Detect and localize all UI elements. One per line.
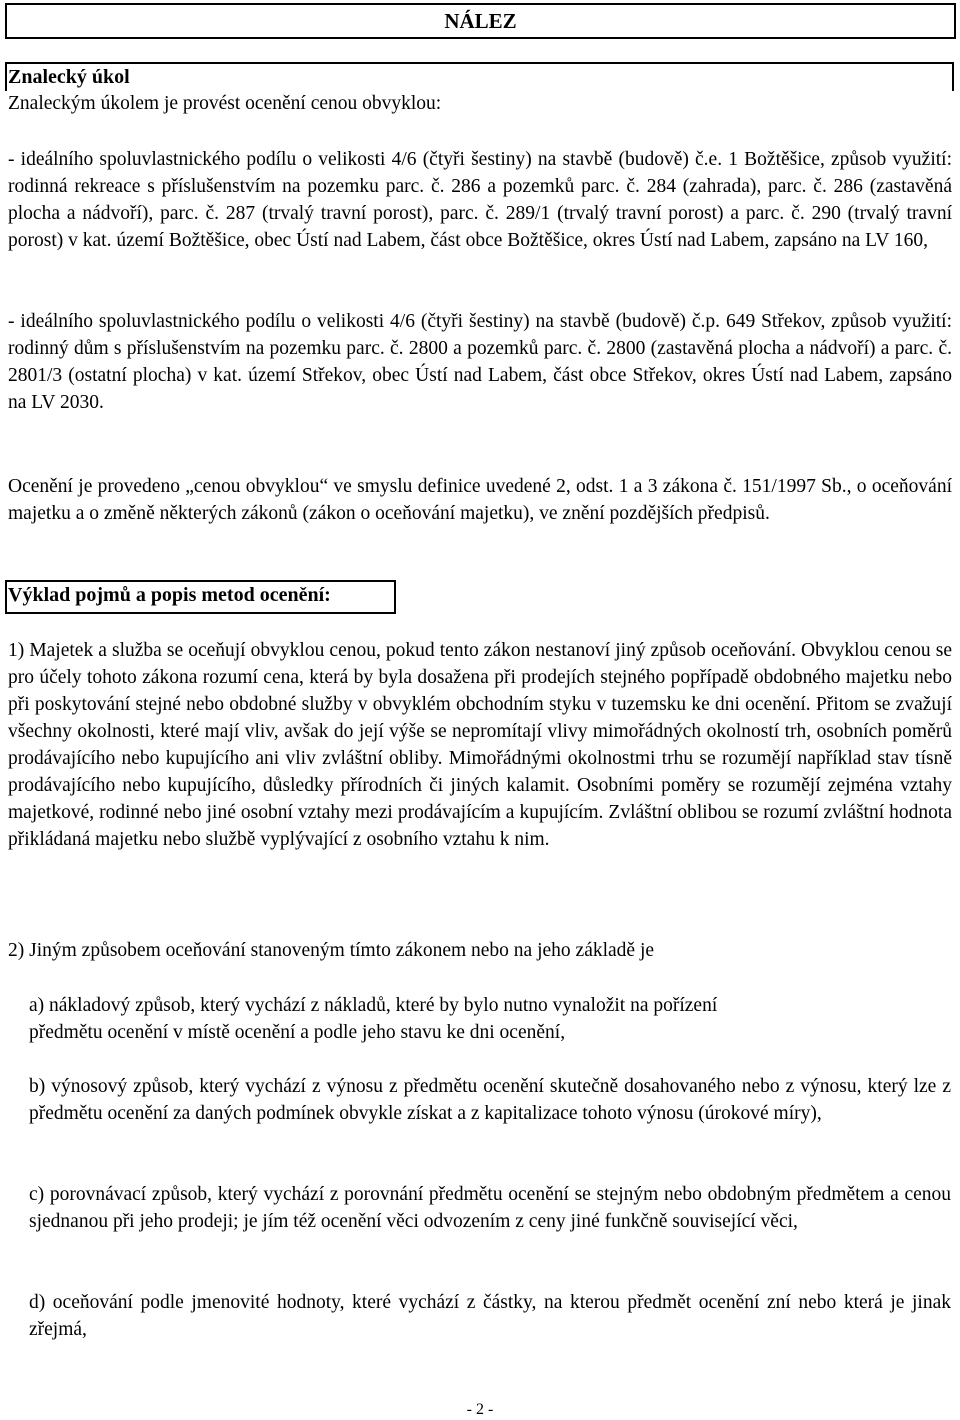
paragraph-2: 2) Jiným způsobem oceňování stanoveným tímto zákonem nebo na jeho základě je [8, 940, 655, 961]
page-number: - 2 - [466, 1401, 494, 1418]
method-d: d) oceňování podle jmenovité hodnoty, které vychází z částky, na kterou předmět ocenění zní nebo která je jinak zřejmá, [29, 1292, 951, 1340]
section-heading: Výklad pojmů a popis metod ocenění: [8, 584, 331, 606]
method-a-line-1: a) nákladový způsob, který vychází z nákladů, které by bylo nutno vynaložit na pořízení [29, 995, 718, 1016]
task-item-2: - ideálního spoluvlastnického podílu o velikosti 4/6 (čtyři šestiny) na stavbě (budově) č.p. 649 Střekov, způsob využití: rodinný dům s příslušenstvím na pozemku parc. č. 2800 a pozemků parc. č. 2800 (zastavěná plocha a nádvoří) a parc. č. 2801/3 (ostatní plocha) v kat. území Střekov, obec Ústí nad Labem, část obce Střekov, okres Ústí nad Labem, zapsáno na LV 2030. [8, 311, 952, 413]
valuation-paragraph: Ocenění je provedeno „cenou obvyklou“ ve smyslu definice uvedené 2, odst. 1 a 3 zákona č. 151/1997 Sb., o oceňování majetku a o změně některých zákonů (zákon o oceňování majetku), ve znění pozdějších předpisů. [8, 476, 952, 524]
task-item-1: - ideálního spoluvlastnického podílu o velikosti 4/6 (čtyři šestiny) na stavbě (budově) č.e. 1 Božtěšice, způsob využití: rodinná rekreace s příslušenstvím na pozemku parc. č. 286 a pozemků parc. č. 284 (zahrada), parc. č. 286 (zastavěná plocha a nádvoří), parc. č. 287 (trvalý travní porost), parc. č. 289/1 (trvalý travní porost) a parc. č. 290 (trvalý travní porost) v kat. území Božtěšice, obec Ústí nad Labem, část obce Božtěšice, okres Ústí nad Labem, zapsáno na LV 160, [8, 149, 952, 251]
method-c: c) porovnávací způsob, který vychází z porovnání předmětu ocenění se stejným nebo obdobným předmětem a cenou sjednanou při jeho prodeji; je jím též ocenění věci odvozením z ceny jiné funkčně související věci, [29, 1184, 951, 1232]
method-a-line-2: předmětu ocenění v místě ocenění a podle jeho stavu ke dni ocenění, [29, 1022, 566, 1043]
task-heading-box [5, 62, 954, 91]
paragraph-1: 1) Majetek a služba se oceňují obvyklou cenou, pokud tento zákon nestanoví jiný způsob oceňování. Obvyklou cenou se pro účely tohoto zákona rozumí cena, která by byla dosažena při prodejích stejného popřípadě obdobného majetku nebo při poskytování stejné nebo obdobné služby v obvyklém obchodním styku v tuzemsku ke dni ocenění. Přitom se zvažují všechny okolnosti, které mají vliv, avšak do její výše se nepromítají vlivy mimořádných okolností trh, osobních poměrů prodávajícího nebo kupujícího ani vliv zvláštní obliby. Mimořádnými okolnostmi trhu se rozumějí například stav tísně prodávajícího nebo kupujícího, důsledky přírodních či jiných kalamit. Osobními poměry se rozumějí zejména vztahy majetkové, rodinné nebo jiné osobní vztahy mezi prodávajícím a kupujícím. Zvláštní oblibou se rozumí zvláštní hodnota přikládaná majetku nebo službě vyplývající z osobního vztahu k nim. [8, 640, 952, 850]
method-b: b) výnosový způsob, který vychází z výnosu z předmětu ocenění skutečně dosahovaného nebo z výnosu, který lze z předmětu ocenění za daných podmínek obvykle získat a z kapitalizace tohoto výnosu (úrokové míry), [29, 1076, 951, 1124]
task-heading: Znalecký úkol [8, 66, 130, 88]
page-title: NÁLEZ [5, 3, 956, 39]
task-intro: Znaleckým úkolem je provést ocenění cenou obvyklou: [8, 93, 442, 114]
